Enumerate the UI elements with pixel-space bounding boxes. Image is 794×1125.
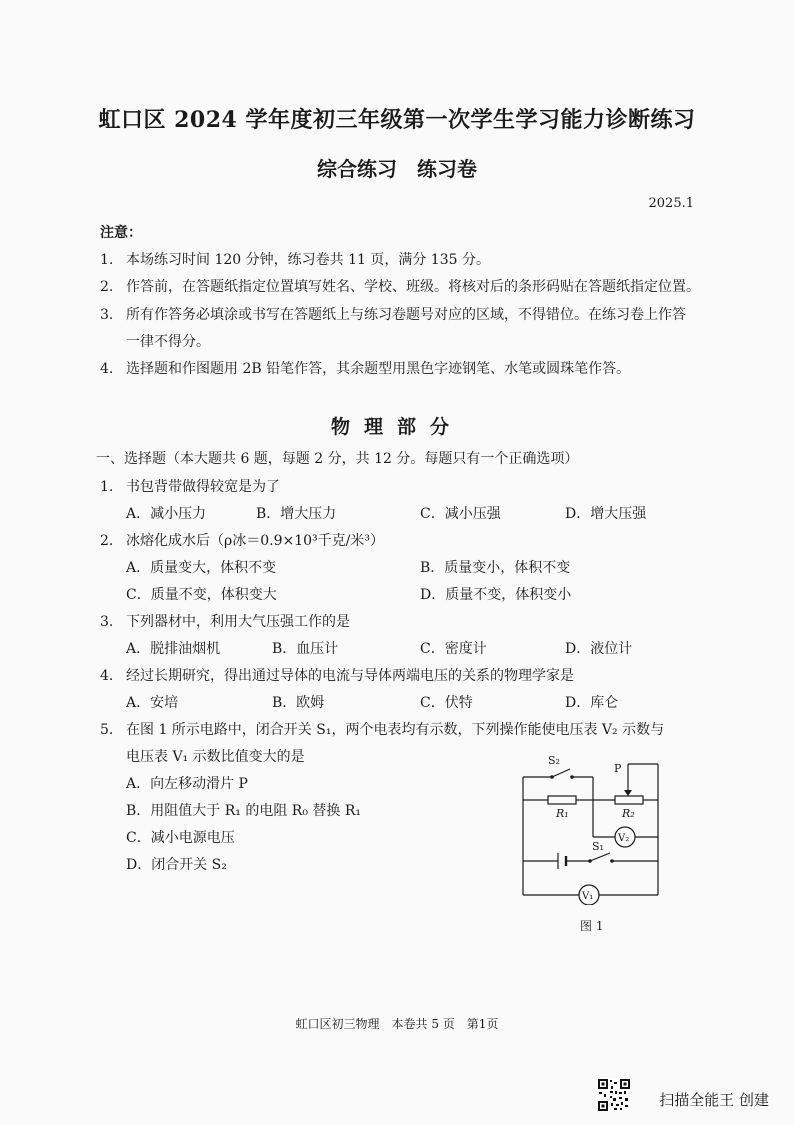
scanner-watermark: 扫描全能王 创建 <box>659 1091 769 1109</box>
note-text: 本场练习时间 120 分钟，练习卷共 11 页，满分 135 分。 <box>126 252 490 268</box>
option-a: A．安培 <box>126 695 179 711</box>
option-a: A．质量变大，体积不变 <box>126 560 277 576</box>
question-text: 经过长期研究，得出通过导体的电流与导体两端电压的关系的物理学家是 <box>126 668 574 684</box>
option-d: D．质量不变，体积变小 <box>420 587 572 603</box>
option-b: B．血压计 <box>272 641 339 657</box>
option-a: A．脱排油烟机 <box>126 641 221 657</box>
page-subtitle: 综合练习 练习卷 <box>317 157 477 181</box>
notes-label: 注意： <box>100 225 142 241</box>
note-number: 1. <box>100 252 114 268</box>
label-s2: S₂ <box>548 754 560 767</box>
exam-date: 2025.1 <box>648 196 694 211</box>
question-stem <box>100 665 574 685</box>
switch-s2-blade <box>552 769 570 777</box>
slider-arrow <box>624 790 632 796</box>
page-title: 虹口区 2024 学年度初三年级第一次学生学习能力诊断练习 <box>98 107 696 133</box>
question-stem <box>100 476 280 496</box>
question-stem <box>100 719 664 739</box>
option-b: B．质量变小，体积不变 <box>420 560 571 576</box>
note-text-continued: 一律不得分。 <box>126 334 210 350</box>
question-stem <box>100 530 384 550</box>
circuit-diagram <box>510 750 670 905</box>
option-b: B．增大压力 <box>256 506 337 522</box>
question-text: 冰熔化成水后（ρ冰＝0.9×10³千克/米³） <box>126 533 384 549</box>
option-b: B．用阻值大于 R₁ 的电阻 R₀ 替换 R₁ <box>126 803 361 819</box>
option-c: C．减小电源电压 <box>126 830 235 846</box>
note-number: 3. <box>100 307 114 323</box>
option-d: D．液位计 <box>565 641 633 657</box>
note-item <box>100 249 490 269</box>
resistor-r1 <box>548 796 576 804</box>
figure-caption: 图 1 <box>580 919 604 933</box>
note-number: 2. <box>100 279 114 295</box>
note-item <box>100 304 686 324</box>
label-s1: S₁ <box>592 840 604 853</box>
question-number: 3. <box>100 614 114 630</box>
note-item <box>100 358 630 378</box>
note-number: 4. <box>100 361 114 377</box>
label-r1: R₁ <box>556 807 569 820</box>
page-footer: 虹口区初三物理 本卷共 5 页 第1页 <box>295 1017 499 1031</box>
note-text: 选择题和作图题用 2B 铅笔作答，其余题型用黑色字迹钢笔、水笔或圆珠笔作答。 <box>126 361 631 377</box>
note-text: 作答前，在答题纸指定位置填写姓名、学校、班级。将核对后的条形码贴在答题纸指定位置。 <box>126 279 700 295</box>
switch-s1-blade <box>590 853 610 861</box>
option-b: B．欧姆 <box>272 695 325 711</box>
note-item <box>100 276 700 296</box>
option-c: C．伏特 <box>420 695 473 711</box>
label-v1: V₁ <box>582 891 594 902</box>
option-c: C．减小压强 <box>420 506 501 522</box>
question-text: 在图 1 所示电路中，闭合开关 S₁，两个电表均有示数，下列操作能使电压表 V₂ 示数与 <box>126 722 665 738</box>
label-v2: V₂ <box>618 833 630 844</box>
question-number: 2. <box>100 533 114 549</box>
label-p: P <box>614 762 622 775</box>
option-a: A．向左移动滑片 P <box>126 776 248 792</box>
note-text: 所有作答务必填涂或书写在答题纸上与练习卷题号对应的区域，不得错位。在练习卷上作答 <box>126 307 686 323</box>
question-text: 下列器材中，利用大气压强工作的是 <box>126 614 350 630</box>
qr-code-icon <box>597 1078 631 1112</box>
option-a: A．减小压力 <box>126 506 207 522</box>
option-c: C．质量不变，体积变大 <box>126 587 277 603</box>
question-number: 4. <box>100 668 114 684</box>
question-number: 5. <box>100 722 114 738</box>
option-d: D．库仑 <box>565 695 619 711</box>
question-number: 1. <box>100 479 114 495</box>
option-d: D．增大压强 <box>565 506 647 522</box>
option-d: D．闭合开关 S₂ <box>126 857 227 873</box>
resistor-r2 <box>615 796 643 804</box>
option-c: C．密度计 <box>420 641 487 657</box>
question-stem <box>100 611 350 631</box>
question-text-continued: 电压表 V₁ 示数比值变大的是 <box>126 749 305 765</box>
part-heading: 一、选择题（本大题共 6 题，每题 2 分，共 12 分。每题只有一个正确选项） <box>96 451 579 467</box>
label-r2: R₂ <box>622 807 635 820</box>
section-title: 物理部分 <box>330 416 463 438</box>
question-text: 书包背带做得较宽是为了 <box>126 479 280 495</box>
